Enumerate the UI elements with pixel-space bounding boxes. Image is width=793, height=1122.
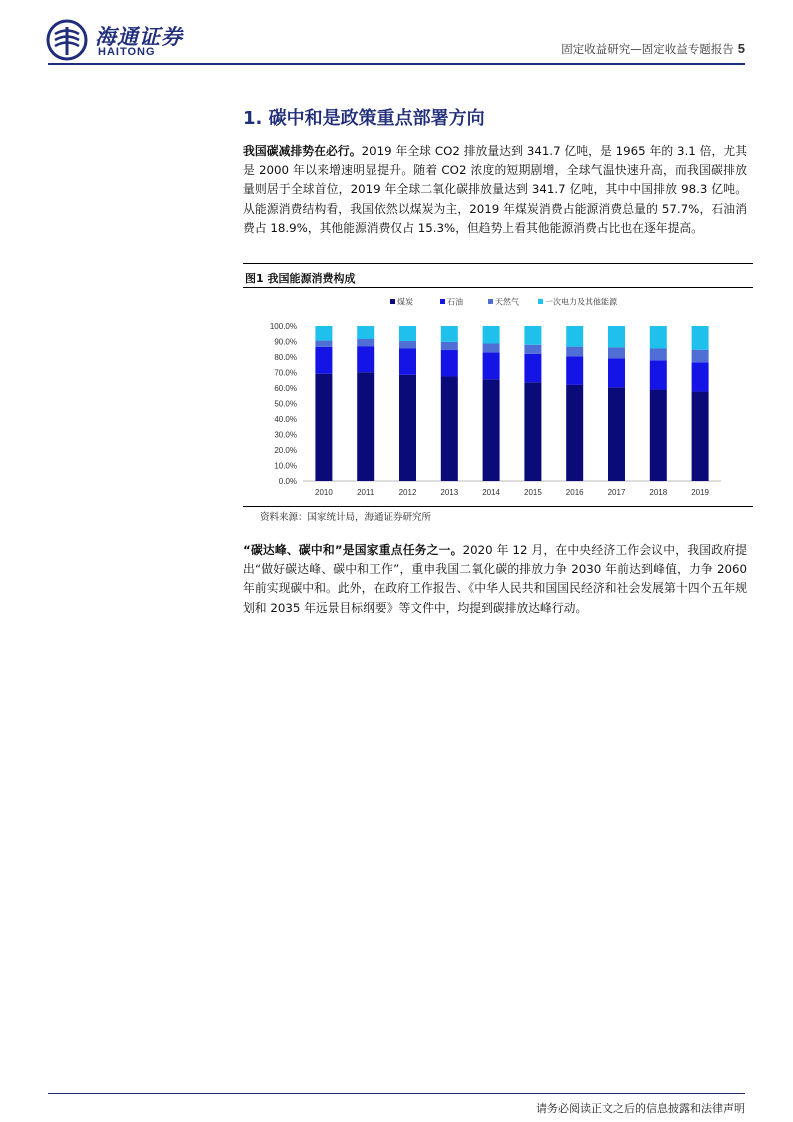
bar-segment xyxy=(483,326,500,344)
figure-title-rule xyxy=(243,287,753,288)
bar-segment xyxy=(399,341,416,348)
bar-segment xyxy=(315,341,332,347)
x-tick-label: 2012 xyxy=(398,488,417,497)
x-tick-label: 2017 xyxy=(607,488,626,497)
bar-segment xyxy=(524,345,541,354)
bar-segment xyxy=(692,362,709,391)
figure-source: 资料来源：国家统计局，海通证券研究所 xyxy=(260,512,432,523)
bar-segment xyxy=(483,379,500,481)
bar-segment xyxy=(315,347,332,374)
figure-bottom-rule xyxy=(243,506,753,507)
legend-label: 煤炭 xyxy=(397,297,413,307)
legend-swatch xyxy=(440,299,445,304)
y-tick-label: 30.0% xyxy=(274,430,297,440)
legend-label: 石油 xyxy=(447,297,463,307)
footer-divider xyxy=(48,1093,745,1094)
y-tick-label: 0.0% xyxy=(278,477,297,486)
bar-segment xyxy=(315,326,332,341)
x-tick-label: 2015 xyxy=(524,488,542,497)
y-tick-label: 40.0% xyxy=(274,415,297,424)
stacked-bar-chart xyxy=(243,289,753,505)
bar-segment xyxy=(608,347,625,358)
bar-segment xyxy=(357,326,374,339)
y-tick-label: 10.0% xyxy=(274,461,297,471)
bar-segment xyxy=(650,390,667,481)
y-tick-label: 20.0% xyxy=(274,446,297,455)
x-tick-label: 2016 xyxy=(565,488,584,497)
bar-segment xyxy=(566,347,583,357)
paragraph-lead: “碳达峰、碳中和”是国家重点任务之一。 xyxy=(243,543,463,557)
figure-title: 图1 我国能源消费构成 xyxy=(245,272,356,285)
bar-segment xyxy=(692,326,709,350)
paragraph-carbon-peak xyxy=(243,541,747,618)
x-tick-label: 2011 xyxy=(357,488,375,497)
bar-segment xyxy=(524,382,541,481)
x-tick-label: 2014 xyxy=(482,488,500,497)
bar-segment xyxy=(608,387,625,481)
x-tick-label: 2013 xyxy=(440,488,459,497)
haitong-logo xyxy=(46,19,196,63)
bar-segment xyxy=(608,326,625,347)
report-category: 固定收益研究—固定收益专题报告 xyxy=(561,42,734,56)
x-tick-label: 2019 xyxy=(691,488,709,497)
y-tick-label: 80.0% xyxy=(274,353,297,362)
header-report-info xyxy=(561,41,745,57)
bar-segment xyxy=(399,375,416,481)
paragraph-lead: 我国碳减排势在必行。 xyxy=(243,144,362,158)
x-tick-label: 2010 xyxy=(315,488,333,497)
bar-segment xyxy=(483,344,500,353)
y-tick-label: 100.0% xyxy=(269,322,297,331)
figure-top-rule xyxy=(243,263,753,264)
paragraph-carbon-reduction xyxy=(243,142,747,238)
bar-segment xyxy=(566,326,583,347)
x-tick-label: 2018 xyxy=(649,488,668,497)
bar-segment xyxy=(441,342,458,350)
paragraph-body: 2019 年全球 CO2 排放量达到 341.7 亿吨，是 1965 年的 3.1 倍，尤其是 2000 年以来增速明显提升。随着 CO2 浓度的短期剧增，全球气温快速升高，而我国碳排放量则居于全球首位，2019 年全球二氧化碳排放量达到 341.7 亿吨，其中中国排放 98.3 亿吨。从能源消费结构看，我国依然以煤炭为主，2019 年煤炭消费占能源消费总量的 57.7%，石油消费占 18.9%，其他能源消费仅占 15.3%，但趋势上看其他能源消费占比也在逐年提高。 xyxy=(243,144,747,235)
y-tick-label: 90.0% xyxy=(274,337,297,347)
bar-segment xyxy=(441,326,458,342)
paragraph-body: 2020 年 12 月，在中央经济工作会议中，我国政府提出“做好碳达峰、碳中和工作”，重申我国二氧化碳的排放力争 2030 年前达到峰值，力争 2060 年前实现碳中和。此外，在政府工作报告、《中华人民共和国国民经济和社会发展第十四个五年规划和 2035 年远景目标纲要》等文件中，均提到碳排放达峰行动。 xyxy=(243,543,747,615)
page-number: 5 xyxy=(737,41,745,56)
bar-segment xyxy=(357,339,374,346)
bar-segment xyxy=(650,348,667,360)
bar-segment xyxy=(608,358,625,387)
bar-segment xyxy=(692,392,709,481)
header-divider xyxy=(48,63,745,65)
bar-segment xyxy=(315,374,332,481)
bar-segment xyxy=(441,377,458,481)
legend-label: 天然气 xyxy=(495,297,519,307)
section-title: 1. 碳中和是政策重点部署方向 xyxy=(243,108,485,129)
bar-segment xyxy=(566,356,583,385)
legend-swatch xyxy=(488,299,493,304)
y-tick-label: 60.0% xyxy=(274,384,297,393)
logo-english-name: HAITONG xyxy=(98,46,156,58)
legend-label: 一次电力及其他能源 xyxy=(545,297,617,307)
bar-segment xyxy=(357,372,374,481)
y-tick-label: 50.0% xyxy=(274,399,297,409)
footer-disclaimer: 请务必阅读正文之后的信息披露和法律声明 xyxy=(536,1102,745,1115)
energy-consumption-chart xyxy=(243,289,753,505)
bar-segment xyxy=(566,385,583,481)
bar-segment xyxy=(441,350,458,377)
bar-segment xyxy=(399,348,416,374)
bar-segment xyxy=(483,352,500,379)
y-tick-label: 70.0% xyxy=(274,368,297,378)
bar-segment xyxy=(524,354,541,382)
bar-segment xyxy=(399,326,416,341)
legend-swatch xyxy=(390,299,395,304)
bar-segment xyxy=(692,350,709,363)
logo-chinese-name: 海通证券 xyxy=(95,24,183,49)
bar-segment xyxy=(650,326,667,348)
haitong-emblem-icon xyxy=(46,19,88,61)
bar-segment xyxy=(650,360,667,389)
bar-segment xyxy=(357,346,374,372)
legend-swatch xyxy=(538,299,543,304)
bar-segment xyxy=(524,326,541,345)
